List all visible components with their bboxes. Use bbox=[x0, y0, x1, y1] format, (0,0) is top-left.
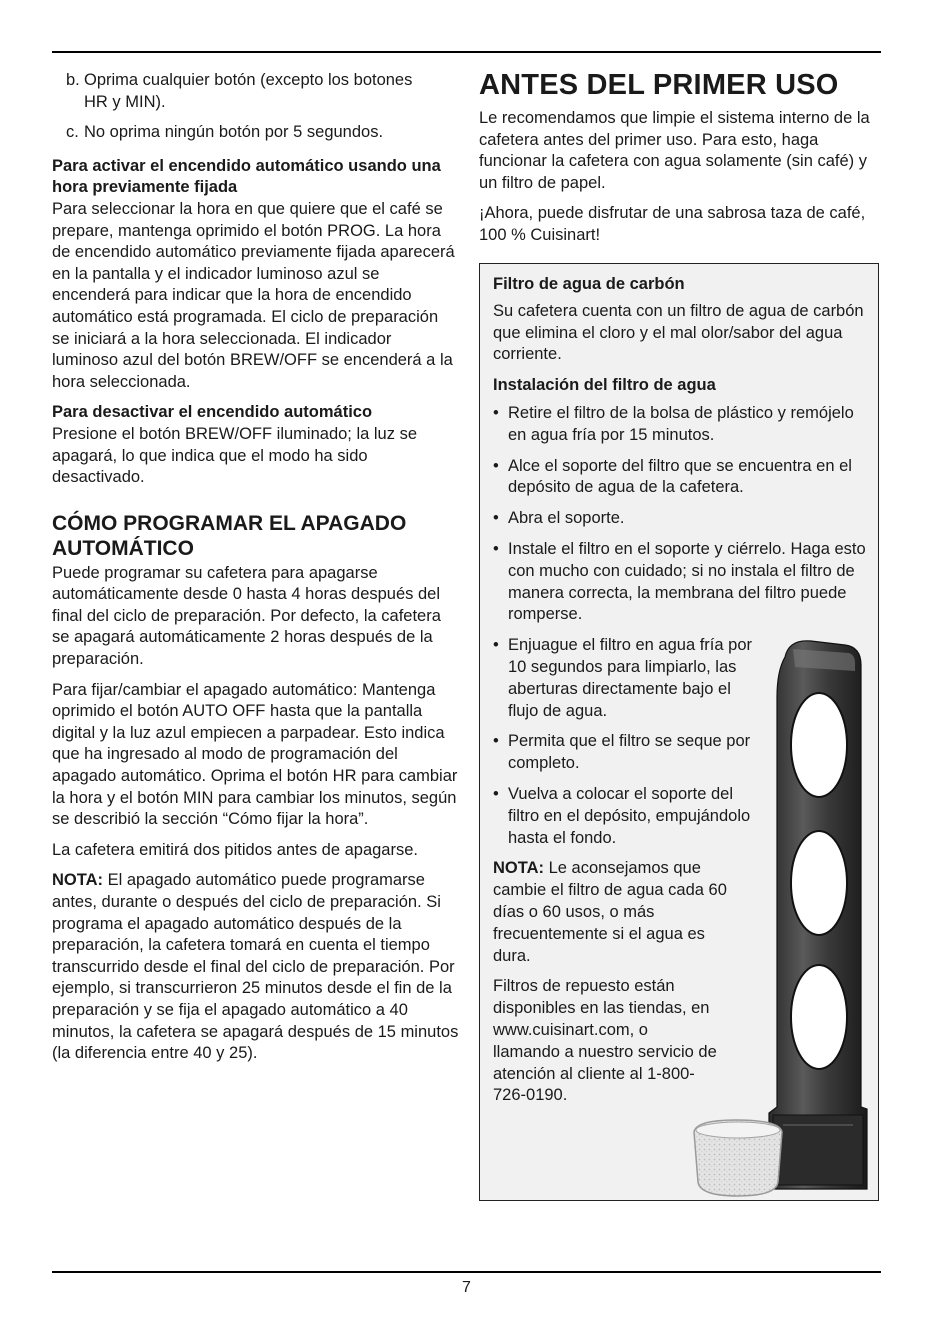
step-c-letter: c. bbox=[66, 123, 79, 142]
top-rule bbox=[52, 51, 881, 53]
bullet-icon: • bbox=[493, 636, 499, 655]
page-number: 7 bbox=[462, 1279, 471, 1296]
step-c-text: No oprima ningún botón por 5 segundos. bbox=[84, 123, 384, 142]
bullet-icon: • bbox=[493, 539, 499, 558]
list-item: • Alce el soporte del filtro que se encuentra en el depósito de agua de la cafetera. bbox=[493, 456, 852, 497]
intro-paragraph-1: Le recomendamos que limpie el sistema interno de la cafetera antes del primer uso. Para esto, haga funcionar la cafetera con agua solamente (sin café) y un filtro de papel. bbox=[479, 109, 870, 192]
step-b-letter: b. bbox=[66, 71, 80, 89]
auto-off-heading: Para desactivar el encendido automático bbox=[52, 403, 373, 422]
step-b bbox=[52, 70, 460, 113]
auto-on-text: Para seleccionar la hora en que quiere que el café se prepare, mantenga oprimido el botón PROG. La hora de encendido automático previamente fijada aparecerá en la pantalla y el indicador luminoso azul se encenderá para indicar que la hora de encendido automático está programada. El ciclo de preparación se iniciará a la hora seleccionada. El indicador luminoso azul del botón BREW/OFF se encenderá a la hora seleccionada. bbox=[52, 199, 455, 391]
section-paragraph-2: Para fijar/cambiar el apagado automático: Mantenga oprimido el botón AUTO OFF hasta que la pantalla digital y la luz azul empiecen a parpadear. Esto indica que ha ingresado al modo de programación del apagado automático. Oprima el botón HR para cambiar la hora y el botón MIN para cambiar los minutos, según se describió la sección “Cómo fijar la hora”. bbox=[52, 680, 458, 829]
list-item: • Permita que el filtro se seque por completo. bbox=[493, 732, 751, 773]
box-note-label: NOTA: bbox=[493, 859, 545, 878]
step-b-line1: Oprima cualquier botón (excepto los botones bbox=[84, 71, 413, 89]
auto-on-block bbox=[52, 156, 460, 394]
step-b-line2: HR y MIN). bbox=[84, 92, 166, 111]
note-label: NOTA: bbox=[52, 871, 104, 890]
section-paragraph-3: La cafetera emitirá dos pitidos antes de apagarse. bbox=[52, 840, 418, 859]
list-item: • Abra el soporte. bbox=[493, 508, 869, 530]
replacement-paragraph: Filtros de repuesto están disponibles en las tiendas, en www.cuisinart.com, o llamando a nuestro servicio de atención al cliente al 1-800-726-0190. bbox=[493, 977, 717, 1105]
bullet-icon: • bbox=[493, 456, 499, 475]
page-title: ANTES DEL PRIMER USO bbox=[479, 69, 839, 101]
filter-cartridge-icon bbox=[688, 1118, 788, 1198]
bullet-icon: • bbox=[493, 403, 499, 422]
bottom-rule bbox=[52, 1271, 881, 1273]
box-paragraph-1: Su cafetera cuenta con un filtro de agua de carbón que elimina el cloro y el mal olor/sabor del agua corriente. bbox=[493, 301, 864, 364]
section-heading: CÓMO PROGRAMAR EL APAGADO AUTOMÁTICO bbox=[52, 511, 407, 560]
bullet-icon: • bbox=[493, 784, 499, 803]
note-text: El apagado automático puede programarse antes, durante o después del ciclo de preparación. Si programa el apagado automático después de la preparación, la cafetera tomará en cuenta el tiempo transcurrido desde el final del ciclo de preparación. Por ejemplo, si transcurrieron 25 minutos desde el fin de la preparación y se fija el apagado automático a 40 minutos, la cafetera se apagará después de 15 minutos (la diferencia entre 40 y 25). bbox=[52, 871, 459, 1063]
box-heading-install: Instalación del filtro de agua bbox=[493, 376, 716, 395]
bullet-icon: • bbox=[493, 509, 499, 528]
list-item: • Retire el filtro de la bolsa de plástico y remójelo en agua fría por 15 minutos. bbox=[493, 403, 854, 444]
box-note bbox=[493, 858, 743, 967]
box-note-text: Le aconsejamos que cambie el filtro de agua cada 60 días o 60 usos, o más frecuentemente si el agua es dura. bbox=[493, 859, 727, 965]
intro-paragraph-2: ¡Ahora, puede disfrutar de una sabrosa taza de café, 100 % Cuisinart! bbox=[479, 204, 866, 244]
auto-off-block bbox=[52, 402, 460, 488]
list-item: • Enjuague el filtro en agua fría por 10 segundos para limpiarlo, las aberturas directamente bajo el flujo de agua. bbox=[493, 636, 752, 720]
box-heading-filter: Filtro de agua de carbón bbox=[493, 275, 685, 293]
auto-on-heading: Para activar el encendido automático usando una hora previamente fijada bbox=[52, 156, 441, 197]
right-column bbox=[479, 68, 879, 256]
list-item: • Instale el filtro en el soporte y ciérrelo. Haga esto con mucho con cuidado; si no instala el filtro de manera correcta, la membrana del filtro puede romperse. bbox=[493, 539, 866, 624]
step-c bbox=[52, 122, 460, 144]
filter-holder-icon bbox=[763, 637, 868, 1192]
left-column bbox=[52, 70, 460, 1074]
note-paragraph bbox=[52, 870, 460, 1064]
bullet-icon: • bbox=[493, 732, 499, 751]
list-item: • Vuelva a colocar el soporte del filtro en el depósito, empujándolo hasta el fondo. bbox=[493, 784, 751, 847]
section-paragraph-1: Puede programar su cafetera para apagarse automáticamente desde 0 hasta 4 horas después del final del ciclo de preparación. Por defecto, la cafetera se apagará automáticamente 2 horas después de la preparación. bbox=[52, 563, 441, 669]
auto-off-text: Presione el botón BREW/OFF iluminado; la luz se apagará, lo que indica que el modo ha sido desactivado. bbox=[52, 424, 417, 487]
